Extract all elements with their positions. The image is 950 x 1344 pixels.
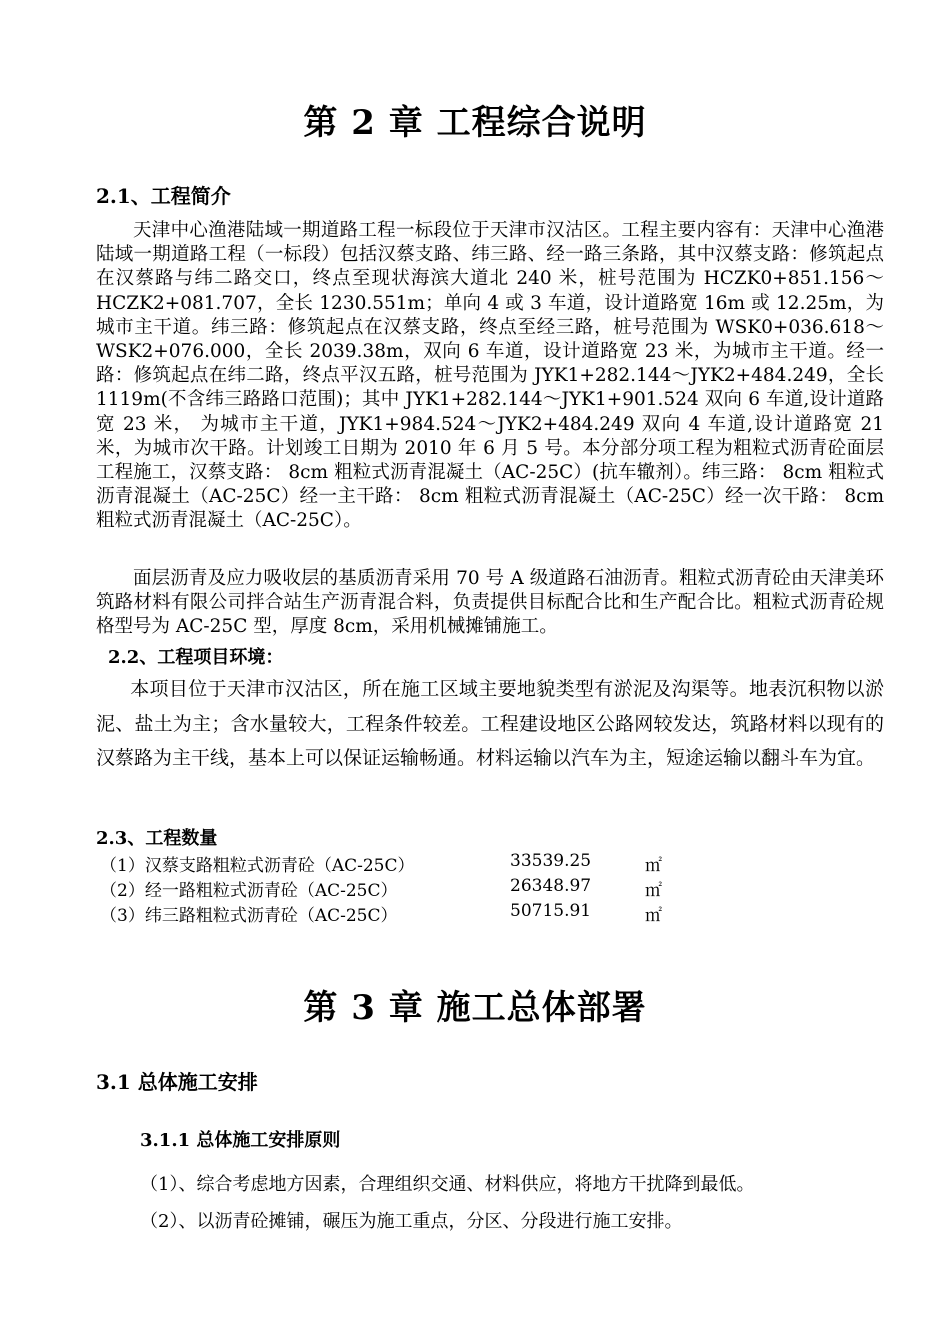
principle-line-1: （1）、综合考虑地方因素，合理组织交通、材料供应，将地方干扰降到最低。 (140, 1174, 755, 1195)
section-2-1-heading: 2.1、工程简介 (96, 184, 231, 208)
section-3-1-1-heading: 3.1.1 总体施工安排原则 (140, 1130, 341, 1151)
quantity-item-unit: ㎡ (645, 881, 662, 901)
principle-line-2: （2）、以沥青砼摊铺，碾压为施工重点，分区、分段进行施工安排。 (140, 1211, 683, 1232)
section-2-1-paragraph-2: 面层沥青及应力吸收层的基质沥青采用 70 号 A 级道路石油沥青。粗粒式沥青砼由天津美环筑路材料有限公司拌合站生产沥青混合料，负责提供目标配合比和生产配合比。粗粒式沥青砼规格型号为 AC-25C 型，厚度 8cm，采用机械摊铺施工。 (96, 568, 884, 638)
chapter-2-title: 第 2 章 工程综合说明 (303, 103, 647, 143)
quantity-item-unit: ㎡ (645, 906, 662, 926)
chapter-3-title: 第 3 章 施工总体部署 (303, 988, 647, 1028)
section-3-1-heading: 3.1 总体施工安排 (96, 1070, 258, 1094)
section-2-2-paragraph: 本项目位于天津市汉沽区，所在施工区域主要地貌类型有淤泥及沟渠等。地表沉积物以淤泥、盐土为主；含水量较大，工程条件较差。工程建设地区公路网较发达，筑路材料以现有的汉蔡路为主干线，基本上可以保证运输畅通。材料运输以汽车为主，短途运输以翻斗车为宜。 (96, 678, 884, 769)
quantity-item-value: 26348.97 (510, 876, 592, 896)
section-2-3-heading: 2.3、工程数量 (96, 828, 218, 849)
section-2-1-paragraph-1: 天津中心渔港陆域一期道路工程一标段位于天津市汉沽区。工程主要内容有：天津中心渔港陆域一期道路工程（一标段）包括汉蔡支路、纬三路、经一路三条路，其中汉蔡支路：修筑起点在汉蔡路与纬二路交口，终点至现状海滨大道北 240 米，桩号范围为 HCZK0+851.156～HCZK2+081.707，全长 1230.551m；单向 4 或 3 车道，设计道路宽 16m 或 12.25m，为城市主干道。纬三路：修筑起点在汉蔡支路，终点至经三路，桩号范围为 WSK0+036.618～WSK2+076.000，全长 2039.38m，双向 6 车道，设计道路宽 23 米，为城市主干道。经一路：修筑起点在纬二路，终点平汉五路，桩号范围为 JYK1+282.144～JYK2+484.249，全长 1119m(不含纬三路路口范围)；其中 JYK1+282.144～JYK1+901.524 双向 6 车道,设计道路宽 23 米， 为城市主干道，JYK1+984.524～JYK2+484.249 双向 4 车道,设计道路宽 21 米，为城市次干路。计划竣工日期为 2010 年 6 月 5 号。本分部分项工程为粗粒式沥青砼面层工程施工，汉蔡支路： 8cm 粗粒式沥青混凝土（AC-25C）(抗车辙剂）。纬三路： 8cm 粗粒式沥青混凝土（AC-25C）经一主干路： 8cm 粗粒式沥青混凝土（AC-25C）经一次干路： 8cm 粗粒式沥青混凝土（AC-25C）。 (96, 220, 884, 532)
quantity-item-name: （1）汉蔡支路粗粒式沥青砼（AC-25C） (100, 856, 415, 876)
section-2-2-heading: 2.2、工程项目环境： (108, 647, 284, 668)
quantity-item-unit: ㎡ (645, 856, 662, 876)
quantity-item-name: （3）纬三路粗粒式沥青砼（AC-25C） (100, 906, 398, 926)
quantity-item-value: 33539.25 (510, 851, 592, 871)
quantity-item-value: 50715.91 (510, 901, 592, 921)
quantity-item-name: （2）经一路粗粒式沥青砼（AC-25C） (100, 881, 398, 901)
